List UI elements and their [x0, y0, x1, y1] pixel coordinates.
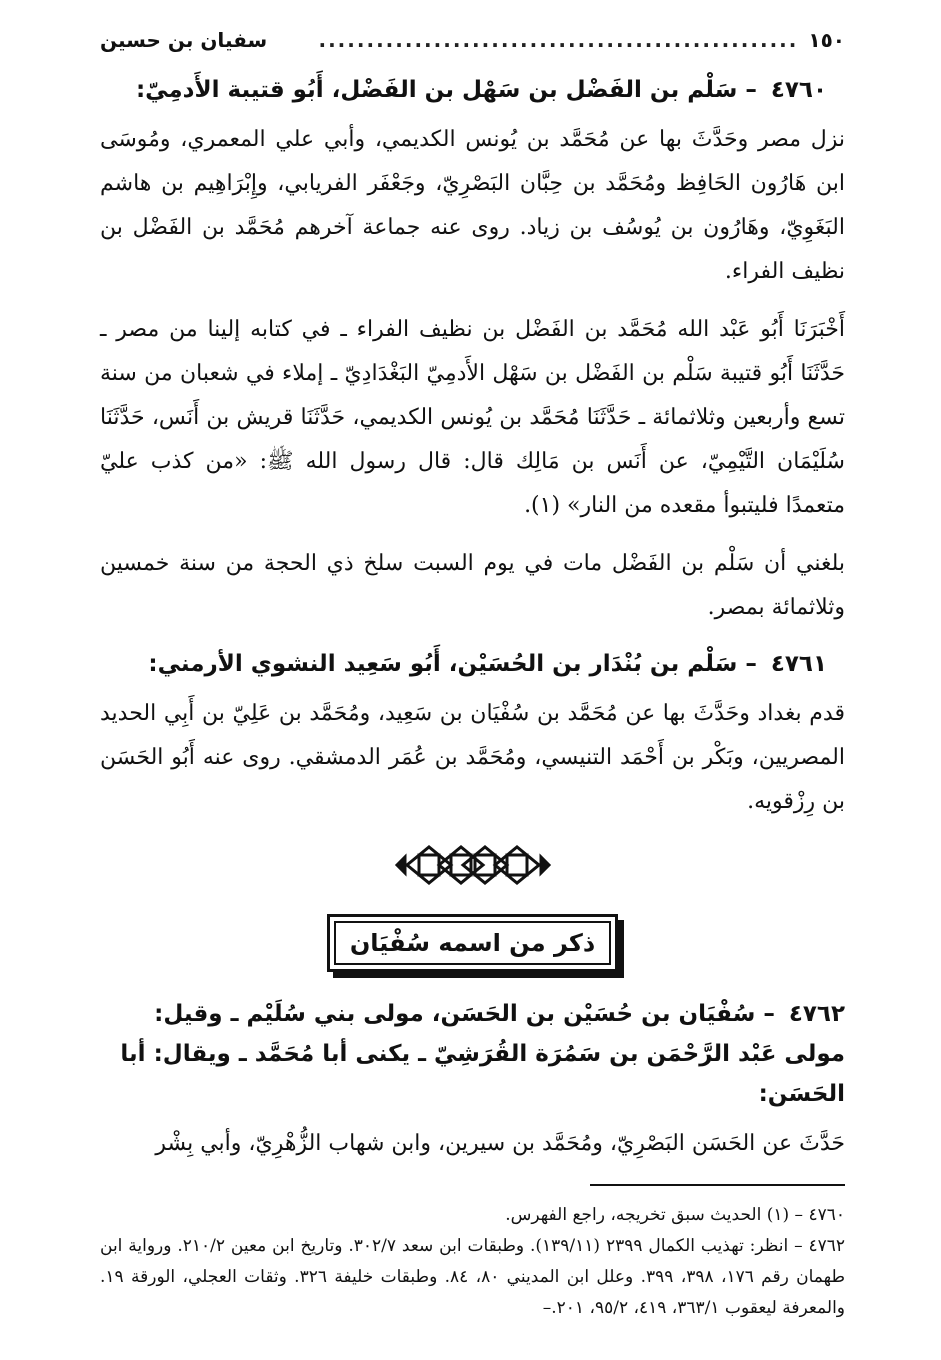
entry-heading-4762	[100, 994, 845, 1114]
entry-heading-4760	[100, 70, 845, 110]
entry-4761-paragraph-1: قدم بغداد وحَدَّثَ بها عن مُحَمَّد بن سُفْيَان بن سَعِيد، ومُحَمَّد بن عَلِيّ بن أَبِي الحديد المصريين، وبَكْر بن أَحْمَد التنيسي، ومُحَمَّد بن عُمَر الدمشقي. روى عنه أَبُو الحَسَن بن رِزْقويه.	[100, 701, 845, 814]
entry-4760-paragraph-2: أَخْبَرَنَا أَبُو عَبْد الله مُحَمَّد بن الفَضْل بن نظيف الفراء ـ في كتابه إلينا من مصر ـ حَدَّثَنَا أَبُو قتيبة سَلْم بن الفَضْل بن سَهْل الأَدمِيّ البَغْدَادِيّ ـ إملاء في شعبان من سنة تسع وأربعين وثلاثمائة ـ حَدَّثَنَا مُحَمَّد بن يُونس الكديمي، حَدَّثَنَا قريش بن أَنَس، حَدَّثَنَا سُلَيْمَان التَّيْمِيّ، عن أَنَس بن مَالِك قال: قال رسول الله ﷺ: «من كذب عليّ متعمدًا فليتبوأ مقعده من النار» (١).	[100, 317, 845, 518]
interlaced-knot-ornament-icon	[100, 842, 845, 888]
entry-number: ٤٧٦٠	[770, 77, 827, 103]
entry-number: ٤٧٦٢	[788, 1001, 845, 1027]
book-page	[100, 28, 845, 1324]
footnote-separator	[590, 1184, 845, 1186]
entry-4762-paragraph-1: حَدَّثَ عن الحَسَن البَصْرِيّ، ومُحَمَّد بن سيرين، وابن شهاب الزُّهْرِيّ، وأبي بِشْر	[155, 1131, 845, 1156]
section-title: ذكر من اسمه سُفْيَان	[334, 921, 611, 965]
running-header	[100, 28, 845, 64]
running-title: سفيان بن حسين	[100, 28, 268, 52]
entry-heading-4761	[100, 644, 845, 684]
entry-number: ٤٧٦١	[770, 651, 827, 677]
footnote-2: ٤٧٦٢ – انظر: تهذيب الكمال ٢٣٩٩ (١٣٩/١١). وطبقات ابن سعد ٣٠٢/٧. وتاريخ ابن معين ٢١٠/٢. ورواية ابن طهمان رقم ١٧٦، ٣٩٨، ٣٩٩. وعلل ابن المديني ٨٠، ٨٤. وطبقات خليفة ٣٢٦. وثقات العجلي، الورقة ١٩. والمعرفة ليعقوب ٣٦٣/١، ٤١٩، ٩٥/٢، ٢٠١.–	[100, 1236, 845, 1318]
section-title-frame	[327, 914, 618, 972]
entry-title: – سَلْم بن بُنْدَار بن الحُسَيْن، أَبُو سَعِيد النشوي الأرمني:	[148, 651, 757, 677]
entry-title: – سَلْم بن الفَضْل بن سَهْل بن الفَضْل، أَبُو قتيبة الأَدمِيّ:	[135, 77, 757, 103]
footnote-1: ٤٧٦٠ – (١) الحديث سبق تخريجه، راجع الفهرس.	[505, 1205, 845, 1225]
header-dot-leader: ..................................................	[318, 28, 799, 52]
section-title-box	[100, 914, 845, 972]
page-number: ١٥٠	[808, 28, 845, 52]
entry-4760-paragraph-3: بلغني أن سَلْم بن الفَضْل مات في يوم السبت سلخ ذي الحجة من سنة خمسين وثلاثمائة بمصر.	[100, 551, 845, 620]
entry-4760-paragraph-1: نزل مصر وحَدَّثَ بها عن مُحَمَّد بن يُونس الكديمي، وأبي علي المعمري، ومُوسَى ابن هَارُون الحَافِظ ومُحَمَّد بن حِبَّان البَصْرِيّ، وجَعْفَر الفريابي، وإِبْرَاهِيم بن هاشم البَغَوِيّ، وهَارُون بن يُوسُف بن زياد. روى عنه جماعة آخرهم مُحَمَّد بن الفَضْل بن نظيف الفراء.	[100, 127, 845, 284]
entry-title: – سُفْيَان بن حُسَيْن بن الحَسَن، مولى بني سُلَيْم ـ وقيل: مولى عَبْد الرَّحْمَن بن سَمُرَة القُرَشِيّ ـ يكنى أبا مُحَمَّد ـ ويقال: أبا الحَسَن:	[120, 1001, 845, 1107]
